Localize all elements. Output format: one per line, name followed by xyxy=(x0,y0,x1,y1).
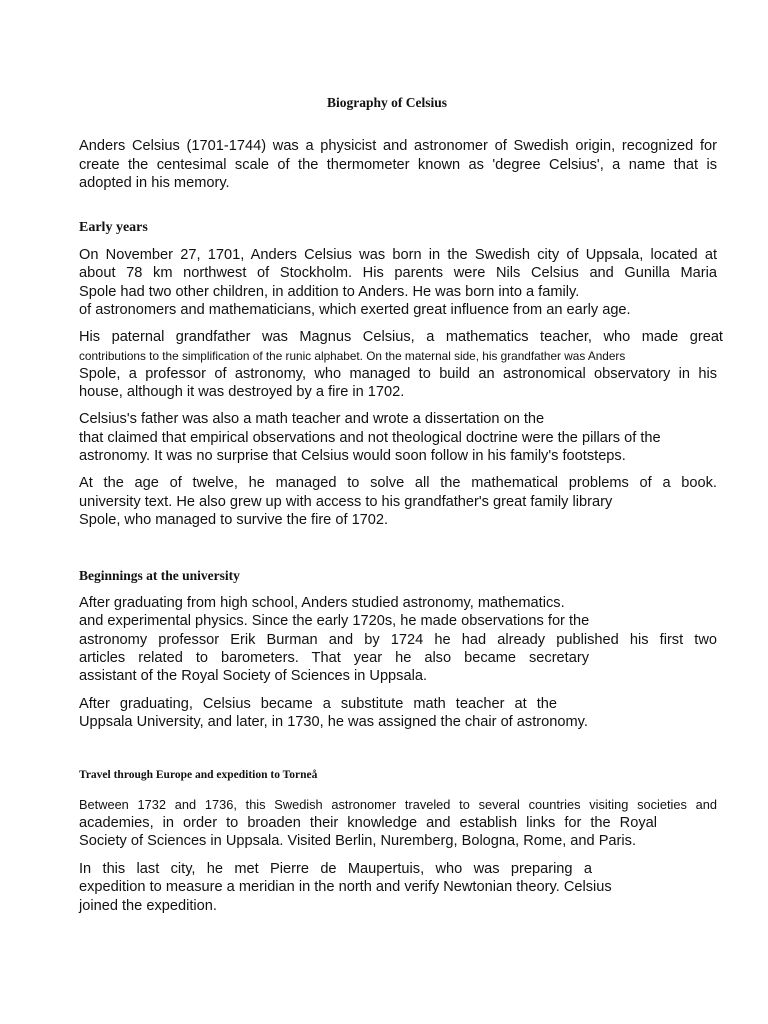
early-p2-line-2: contributions to the simplification of the runic alphabet. On the maternal side, his grandfather was Anders xyxy=(79,349,626,363)
section-heading-university: Beginnings at the university xyxy=(79,568,240,583)
university-p1-line-5: assistant of the Royal Society of Sciences in Uppsala. xyxy=(79,668,427,684)
university-p1-line-1: After graduating from high school, Anders studied astronomy, mathematics. xyxy=(79,595,565,611)
early-p3-line-2: that claimed that empirical observations and not theological doctrine were the pillars of the xyxy=(79,430,661,446)
early-p2-line-3: Spole, a professor of astronomy, who managed to build an astronomical observatory in his xyxy=(79,366,717,382)
early-p2-line-4: house, although it was destroyed by a fire in 1702. xyxy=(79,384,405,400)
university-p1-line-3: astronomy professor Erik Burman and by 1724 he had already published his first two xyxy=(79,632,717,648)
travel-p1-line-2: academies, in order to broaden their knowledge and establish links for the Royal xyxy=(79,815,657,831)
intro-line-1: Anders Celsius (1701-1744) was a physicist and astronomer of Swedish origin, recognized for xyxy=(79,138,717,154)
early-p4-line-3: Spole, who managed to survive the fire of 1702. xyxy=(79,512,389,528)
intro-line-2: create the centesimal scale of the thermometer known as 'degree Celsius', a name that is xyxy=(79,157,717,173)
university-p2-line-1: After graduating, Celsius became a substitute math teacher at the xyxy=(79,696,557,712)
university-p1-line-2: and experimental physics. Since the early 1720s, he made observations for the xyxy=(79,613,590,629)
early-p4-line-2: university text. He also grew up with access to his grandfather's great family library xyxy=(79,494,613,510)
travel-p1-line-1: Between 1732 and 1736, this Swedish astronomer traveled to several countries visiting societies and xyxy=(79,797,717,812)
early-p1-line-1: On November 27, 1701, Anders Celsius was born in the Swedish city of Uppsala, located at xyxy=(79,247,717,263)
early-p1-line-2: about 78 km northwest of Stockholm. His parents were Nils Celsius and Gunilla Maria xyxy=(79,265,717,281)
early-p1-line-3: Spole had two other children, in addition to Anders. He was born into a family. xyxy=(79,284,580,300)
intro-line-3: adopted in his memory. xyxy=(79,175,230,191)
section-heading-travel: Travel through Europe and expedition to Torneå xyxy=(79,769,318,781)
document-title: Biography of Celsius xyxy=(326,95,448,110)
section-heading-early-years: Early years xyxy=(79,220,148,235)
travel-p2-line-2: expedition to measure a meridian in the north and verify Newtonian theory. Celsius xyxy=(79,879,612,895)
travel-p2-line-1: In this last city, he met Pierre de Maupertuis, who was preparing a xyxy=(79,861,592,877)
early-p3-line-3: astronomy. It was no surprise that Celsius would soon follow in his family's footsteps. xyxy=(79,448,626,464)
travel-p1-line-3: Society of Sciences in Uppsala. Visited Berlin, Nuremberg, Bologna, Rome, and Paris. xyxy=(79,833,637,849)
travel-p2-line-3: joined the expedition. xyxy=(79,898,217,914)
early-p1-line-4: of astronomers and mathematicians, which exerted great influence from an early age. xyxy=(79,302,631,318)
university-p2-line-2: Uppsala University, and later, in 1730, he was assigned the chair of astronomy. xyxy=(79,714,588,730)
university-p1-line-4: articles related to barometers. That year he also became secretary xyxy=(79,650,589,666)
early-p3-line-1: Celsius's father was also a math teacher and wrote a dissertation on the xyxy=(79,411,545,427)
early-p2-line-1: His paternal grandfather was Magnus Celsius, a mathematics teacher, who made great xyxy=(79,329,723,345)
early-p4-line-1: At the age of twelve, he managed to solve all the mathematical problems of a book. xyxy=(79,475,717,491)
